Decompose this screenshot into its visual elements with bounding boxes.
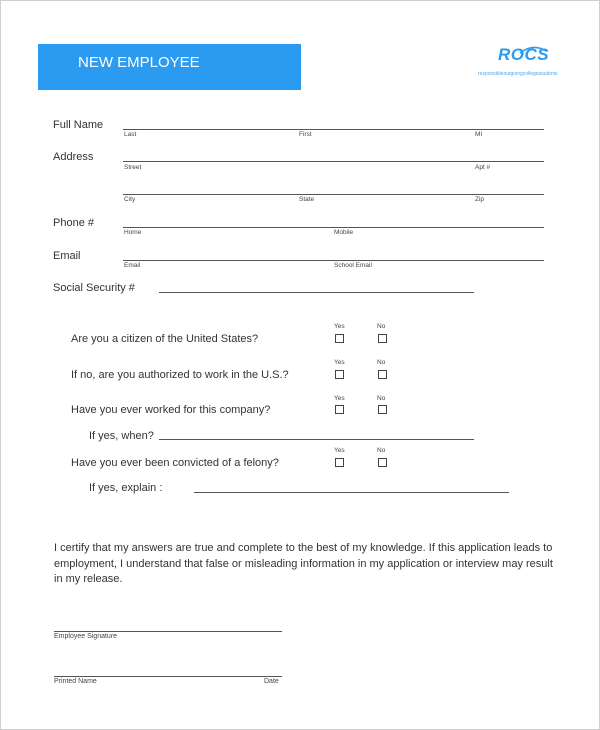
date-label: Date bbox=[264, 678, 279, 685]
authorized-yes-label: Yes bbox=[334, 359, 345, 366]
authorized-no-label: No bbox=[377, 359, 386, 366]
zip-sublabel: Zip bbox=[475, 196, 485, 203]
full-name-label: Full Name bbox=[53, 119, 104, 131]
worked-no-label: No bbox=[377, 395, 386, 402]
form-title-banner bbox=[38, 44, 301, 109]
form-title: NEW EMPLOYEE APPLICATION bbox=[78, 54, 200, 109]
employee-signature-label: Employee Signature bbox=[54, 633, 118, 640]
ssn-label: Social Security # bbox=[53, 282, 135, 294]
school-email-sublabel: School Email bbox=[334, 262, 372, 269]
if-yes-when-label: If yes, when? bbox=[89, 430, 154, 442]
felony-question: Have you ever been convicted of a felony? bbox=[71, 457, 279, 469]
apt-sublabel: Apt # bbox=[475, 164, 491, 171]
worked-no-checkbox[interactable] bbox=[378, 405, 387, 414]
printed-name-label: Printed Name bbox=[54, 678, 97, 685]
email-label: Email bbox=[53, 250, 81, 262]
last-name-sublabel: Last bbox=[124, 131, 137, 138]
ssn-line[interactable] bbox=[159, 292, 474, 293]
felony-no-checkbox[interactable] bbox=[378, 458, 387, 467]
mobile-phone-sublabel: Mobile bbox=[334, 229, 354, 236]
printed-name-line[interactable] bbox=[54, 676, 282, 677]
if-yes-explain-label: If yes, explain : bbox=[89, 482, 163, 494]
logo-text: ROCS bbox=[498, 45, 550, 64]
state-sublabel: State bbox=[299, 196, 315, 203]
authorized-yes-checkbox[interactable] bbox=[335, 370, 344, 379]
worked-yes-label: Yes bbox=[334, 395, 345, 402]
felony-no-label: No bbox=[377, 447, 386, 454]
citizen-question: Are you a citizen of the United States? bbox=[71, 333, 259, 345]
street-line[interactable] bbox=[123, 161, 544, 162]
logo-tagline: responsibleoutgoingcollegestudents bbox=[478, 71, 558, 77]
home-phone-sublabel: Home bbox=[124, 229, 142, 236]
felony-yes-label: Yes bbox=[334, 447, 345, 454]
first-name-sublabel: First bbox=[299, 131, 312, 138]
mi-sublabel: MI bbox=[475, 131, 483, 138]
if-yes-explain-line[interactable] bbox=[194, 492, 509, 493]
citizen-yes-checkbox[interactable] bbox=[335, 334, 344, 343]
address-label: Address bbox=[53, 151, 94, 163]
phone-line[interactable] bbox=[123, 227, 544, 228]
email-sublabel: Email bbox=[124, 262, 141, 269]
if-yes-when-line[interactable] bbox=[159, 439, 474, 440]
phone-label: Phone # bbox=[53, 217, 94, 229]
city-line[interactable] bbox=[123, 194, 544, 195]
city-sublabel: City bbox=[124, 196, 136, 203]
employee-signature-line[interactable] bbox=[54, 631, 282, 632]
citizen-yes-label: Yes bbox=[334, 323, 345, 330]
street-sublabel: Street bbox=[124, 164, 142, 171]
authorized-question: If no, are you authorized to work in the U.S.? bbox=[71, 369, 289, 381]
felony-yes-checkbox[interactable] bbox=[335, 458, 344, 467]
authorized-no-checkbox[interactable] bbox=[378, 370, 387, 379]
full-name-line[interactable] bbox=[123, 129, 544, 130]
citizen-no-checkbox[interactable] bbox=[378, 334, 387, 343]
citizen-no-label: No bbox=[377, 323, 386, 330]
certification-statement: I certify that my answers are true and complete to the best of my knowledge. If this application leads to employment, I understand that false or misleading information in my application or interview may result in my release. bbox=[54, 542, 553, 586]
worked-before-question: Have you ever worked for this company? bbox=[71, 404, 271, 416]
worked-yes-checkbox[interactable] bbox=[335, 405, 344, 414]
email-line[interactable] bbox=[123, 260, 544, 261]
company-logo bbox=[478, 45, 568, 85]
